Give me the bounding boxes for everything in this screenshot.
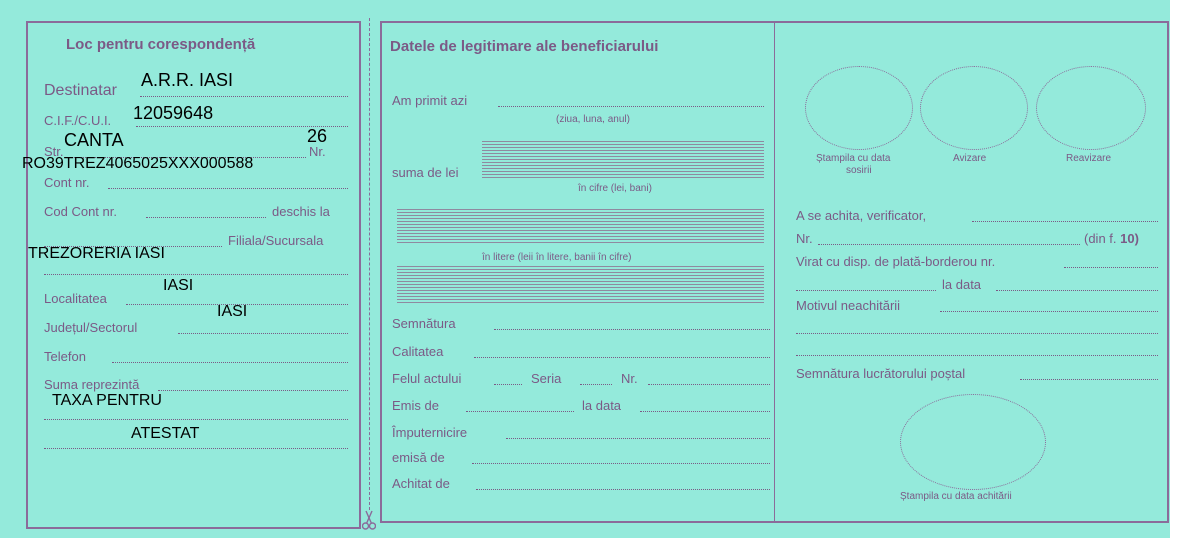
suma-litere-box-1 xyxy=(397,209,764,245)
din-f-label: (din f. 10) xyxy=(1084,231,1139,246)
cif-value: 12059648 xyxy=(133,103,214,123)
cont-value: RO39TREZ4065025XXX000588 xyxy=(22,155,254,172)
felul-label: Felul actului xyxy=(392,371,462,386)
in-cifre-hint: în cifre (lei, bani) xyxy=(578,183,652,194)
panel-divider xyxy=(774,21,775,523)
suma-value-1: TAXA PENTRU xyxy=(52,392,162,409)
localitatea-label: Localitatea xyxy=(44,291,107,306)
motivul-line-3 xyxy=(796,355,1158,356)
stamp-payment-circle xyxy=(900,394,1046,490)
judetul-value: IASI xyxy=(217,303,248,320)
reavizare-label: Reavizare xyxy=(1066,153,1112,164)
destinatar-label: Destinatar xyxy=(44,82,117,99)
strada-value: CANTA xyxy=(64,130,124,150)
suma-label: Suma reprezintă xyxy=(44,377,140,392)
suma-line-3 xyxy=(44,448,348,449)
destinatar-line xyxy=(140,96,348,97)
suma-litere-box-2 xyxy=(397,266,764,303)
ziua-hint: (ziua, luna, anul) xyxy=(556,114,630,125)
filiala-value: TREZORERIA IASI xyxy=(28,245,165,262)
telefon-label: Telefon xyxy=(44,349,86,364)
am-primit-label: Am primit azi xyxy=(392,93,468,108)
la-data-line xyxy=(640,411,770,412)
seria-line xyxy=(580,384,612,385)
semnatura-postal-line xyxy=(1020,379,1158,380)
cif-label: C.I.F./C.U.I. xyxy=(44,113,112,128)
motivul-line-2 xyxy=(796,333,1158,334)
din-f-number: 10) xyxy=(1120,231,1139,246)
judetul-label: Județul/Sectorul xyxy=(44,320,138,335)
correspondence-title: Loc pentru corespondență xyxy=(66,36,256,53)
suma-line-2 xyxy=(44,419,348,420)
localitatea-value: IASI xyxy=(163,277,194,294)
stamp-reavizare-circle xyxy=(1036,66,1146,150)
emisa-label: emisă de xyxy=(392,450,445,465)
filiala-line-2 xyxy=(44,274,348,275)
felul-line xyxy=(494,384,522,385)
suma-line xyxy=(158,390,348,391)
imputernicire-line xyxy=(506,438,770,439)
achitat-line xyxy=(476,489,770,490)
seria-label: Seria xyxy=(531,371,562,386)
calitatea-line xyxy=(474,357,770,358)
stamp-avizare-circle xyxy=(920,66,1028,150)
semnatura-label: Semnătura xyxy=(392,316,456,331)
suma-cifre-box xyxy=(482,141,764,178)
emis-label: Emis de xyxy=(392,398,439,413)
stampila-achitare-label: Ștampila cu data achitării xyxy=(900,491,1012,502)
semnatura-postal-label: Semnătura lucrătorului poștal xyxy=(796,366,966,381)
achitat-label: Achitat de xyxy=(392,476,450,491)
telefon-line xyxy=(112,362,348,363)
scissors-icon xyxy=(362,510,376,530)
stampila-sosire-label-2: sosirii xyxy=(846,165,872,176)
str-label: Str. xyxy=(44,144,64,159)
stampila-sosire-label-1: Ștampila cu data xyxy=(816,153,891,164)
nr-label-mid: Nr. xyxy=(621,371,638,386)
suma-value-2: ATESTAT xyxy=(131,425,200,442)
cont-line xyxy=(108,188,348,189)
semnatura-line xyxy=(494,329,770,330)
judetul-line xyxy=(178,333,348,334)
la-data-label: la data xyxy=(582,398,622,413)
suma-lei-label: suma de lei xyxy=(392,165,459,180)
cod-cont-label: Cod Cont nr. xyxy=(44,204,117,219)
virat-line xyxy=(1064,267,1158,268)
destinatar-value: A.R.R. IASI xyxy=(141,70,234,90)
cod-cont-line xyxy=(146,217,266,218)
motivul-line xyxy=(940,311,1158,312)
in-litere-hint: în litere (leii în litere, banii în cifre) xyxy=(482,252,632,263)
nr-line-right xyxy=(818,244,1080,245)
emis-line xyxy=(466,411,574,412)
deschis-label: deschis la xyxy=(272,204,330,219)
la-data-right-line-2 xyxy=(996,290,1158,291)
imputernicire-label: Împuternicire xyxy=(392,425,468,440)
la-data-right-line-1 xyxy=(796,290,936,291)
cont-label: Cont nr. xyxy=(44,175,90,190)
nr-label-right: Nr. xyxy=(796,231,813,246)
la-data-right-label: la data xyxy=(942,277,982,292)
am-primit-line xyxy=(498,106,764,107)
nr-label: Nr. xyxy=(309,144,326,159)
nr-value: 26 xyxy=(307,126,328,146)
nr-line-mid xyxy=(648,384,770,385)
cut-line xyxy=(369,18,370,510)
beneficiary-title: Datele de legitimare ale beneficiarului xyxy=(390,38,659,55)
calitatea-label: Calitatea xyxy=(392,344,444,359)
motivul-label: Motivul neachitării xyxy=(796,298,901,313)
achita-line xyxy=(972,221,1158,222)
stamp-arrival-circle xyxy=(805,66,913,150)
emisa-line xyxy=(472,463,770,464)
avizare-label: Avizare xyxy=(953,153,987,164)
achita-label: A se achita, verificator, xyxy=(796,208,927,223)
filiala-label: Filiala/Sucursala xyxy=(228,233,324,248)
virat-label: Virat cu disp. de plată-borderou nr. xyxy=(796,254,996,269)
